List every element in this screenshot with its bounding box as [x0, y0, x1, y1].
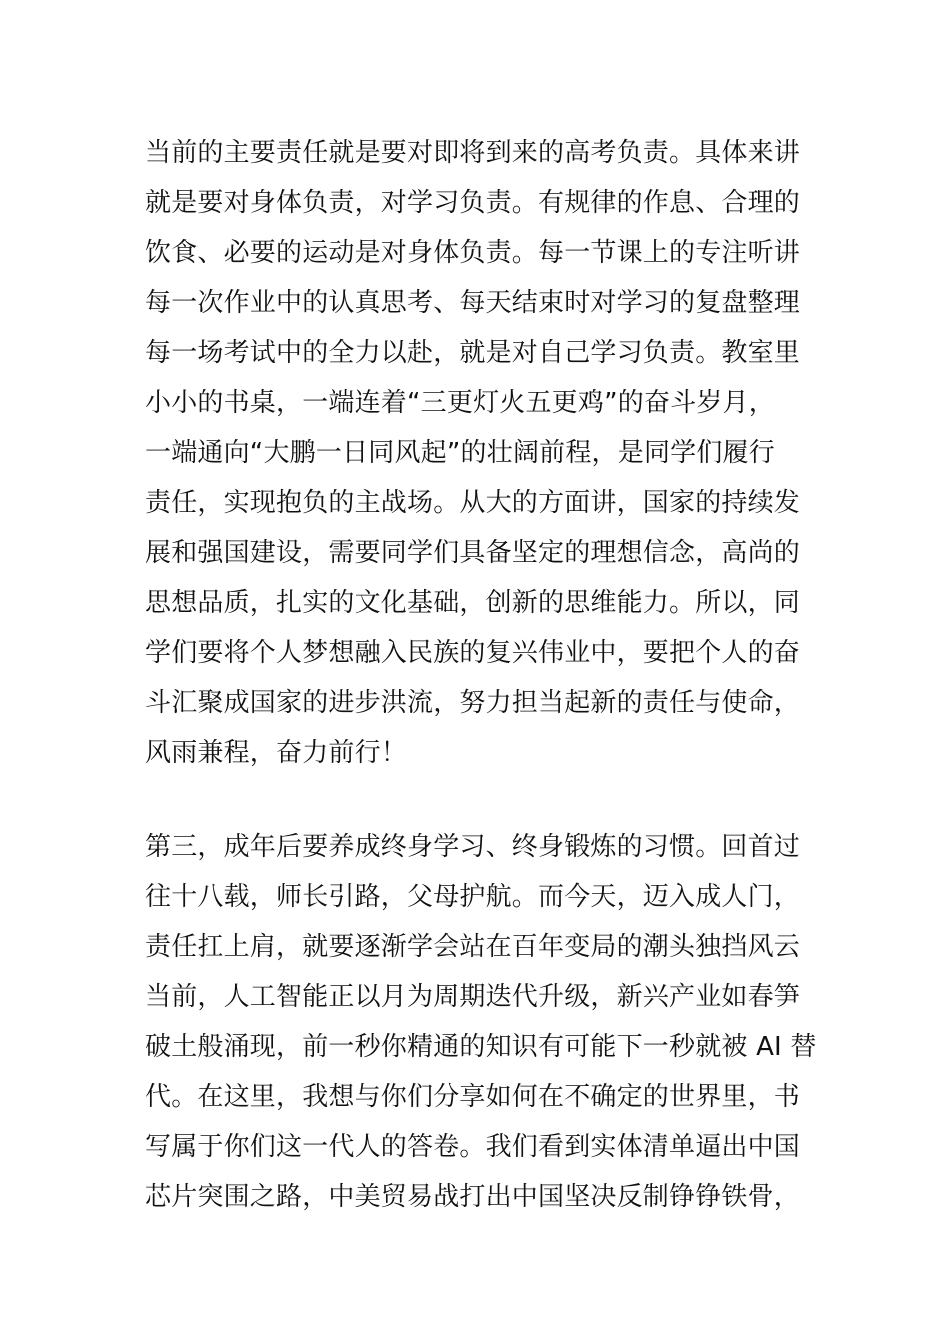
- text-line: 学们要将个人梦想融入民族的复兴伟业中，要把个人的奋: [145, 638, 801, 668]
- text-line: 一端通向“大鹏一日同风起”的壮阔前程，是同学们履行: [145, 438, 775, 468]
- text-line: 第三，成年后要养成终身学习、终身锻炼的习惯。回首过: [145, 832, 801, 862]
- text-line: 展和强国建设，需要同学们具备坚定的理想信念，高尚的: [145, 538, 801, 568]
- text-line: 代。在这里，我想与你们分享如何在不确定的世界里，书: [145, 1082, 801, 1112]
- text-line: 写属于你们这一代人的答卷。我们看到实体清单逼出中国: [145, 1132, 801, 1162]
- text-line: 每一场考试中的全力以赴，就是对自己学习负责。教室里: [145, 338, 801, 368]
- text-line: 当前的主要责任就是要对即将到来的高考负责。具体来讲: [145, 138, 801, 168]
- text-line: 就是要对身体负责，对学习负责。有规律的作息、合理的: [145, 188, 801, 218]
- text-line: 饮食、必要的运动是对身体负责。每一节课上的专注听讲: [145, 238, 801, 268]
- paragraph-lifelong-learning: [145, 822, 825, 1222]
- paragraph-responsibility: [145, 128, 825, 778]
- text-line: 破土般涌现，前一秒你精通的知识有可能下一秒就被 AI 替: [145, 1032, 817, 1062]
- text-line: 小小的书桌，一端连着“三更灯火五更鸡”的奋斗岁月，: [145, 388, 775, 418]
- text-line: 风雨兼程，奋力前行！: [145, 738, 408, 768]
- text-line: 思想品质，扎实的文化基础，创新的思维能力。所以，同: [145, 588, 801, 618]
- text-line: 责任，实现抱负的主战场。从大的方面讲，国家的持续发: [145, 488, 801, 518]
- text-line: 斗汇聚成国家的进步洪流，努力担当起新的责任与使命，: [145, 688, 801, 718]
- text-line: 当前，人工智能正以月为周期迭代升级，新兴产业如春笋: [145, 982, 801, 1012]
- text-line: 责任扛上肩，就要逐渐学会站在百年变局的潮头独挡风云: [145, 932, 801, 962]
- text-line: 往十八载，师长引路，父母护航。而今天，迈入成人门，: [145, 882, 801, 912]
- text-line: 芯片突围之路，中美贸易战打出中国坚决反制铮铮铁骨，: [145, 1182, 801, 1212]
- text-line: 每一次作业中的认真思考、每天结束时对学习的复盘整理: [145, 288, 801, 318]
